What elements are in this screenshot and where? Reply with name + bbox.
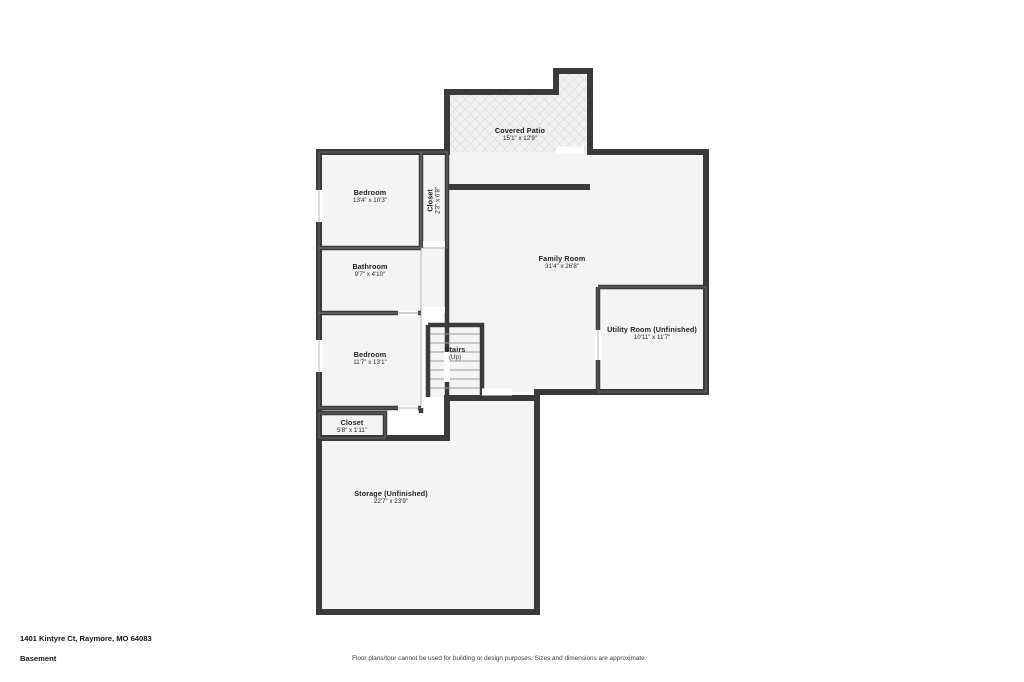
- room-name: Storage (Unfinished): [354, 489, 428, 498]
- room-shape-hall: [421, 248, 447, 313]
- room-dims: 5'8" x 1'11": [336, 427, 368, 434]
- room-shape-closet-lower: [319, 413, 385, 438]
- room-name: Closet: [340, 418, 364, 427]
- room-dims: 9'7" x 4'10": [354, 271, 386, 278]
- room-shape-bathroom: [319, 248, 421, 313]
- room-dims: 31'4" x 26'8": [545, 263, 579, 270]
- room-dims: (Up): [448, 354, 462, 361]
- room-name: Stairs: [444, 345, 466, 354]
- property-address: 1401 Kintyre Ct, Raymore, MO 64083: [20, 634, 152, 643]
- room-shape-bedroom-lower: [319, 313, 421, 408]
- room-name: Covered Patio: [494, 126, 546, 135]
- room-name: Bedroom: [353, 188, 387, 197]
- room-name: Bathroom: [352, 262, 388, 271]
- room-name: Closet: [425, 188, 435, 212]
- room-dims: 11'7" x 13'1": [353, 359, 387, 366]
- footer: [0, 626, 1024, 682]
- room-dims: 22'7" x 23'9": [374, 498, 408, 505]
- floor-level-label: Basement: [20, 654, 57, 663]
- disclaimer-text: Floor plans/tour cannot be used for building or design purposes. Sizes and dimensions are approximate.: [352, 655, 647, 662]
- room-dims: 15'1" x 12'9": [503, 135, 537, 142]
- room-name: Utility Room (Unfinished): [607, 325, 697, 334]
- room-name: Family Room: [538, 254, 586, 263]
- room-shape-utility-room: [598, 287, 706, 392]
- room-dims: 10'11" x 11'7": [633, 334, 671, 341]
- room-shape-closet-upper: [421, 152, 447, 248]
- room-shape-bedroom-upper: [319, 152, 421, 248]
- room-name: Bedroom: [353, 350, 387, 359]
- room-dims: 2'3" x 6'8": [434, 186, 442, 214]
- room-dims: 13'4" x 10'3": [353, 197, 387, 204]
